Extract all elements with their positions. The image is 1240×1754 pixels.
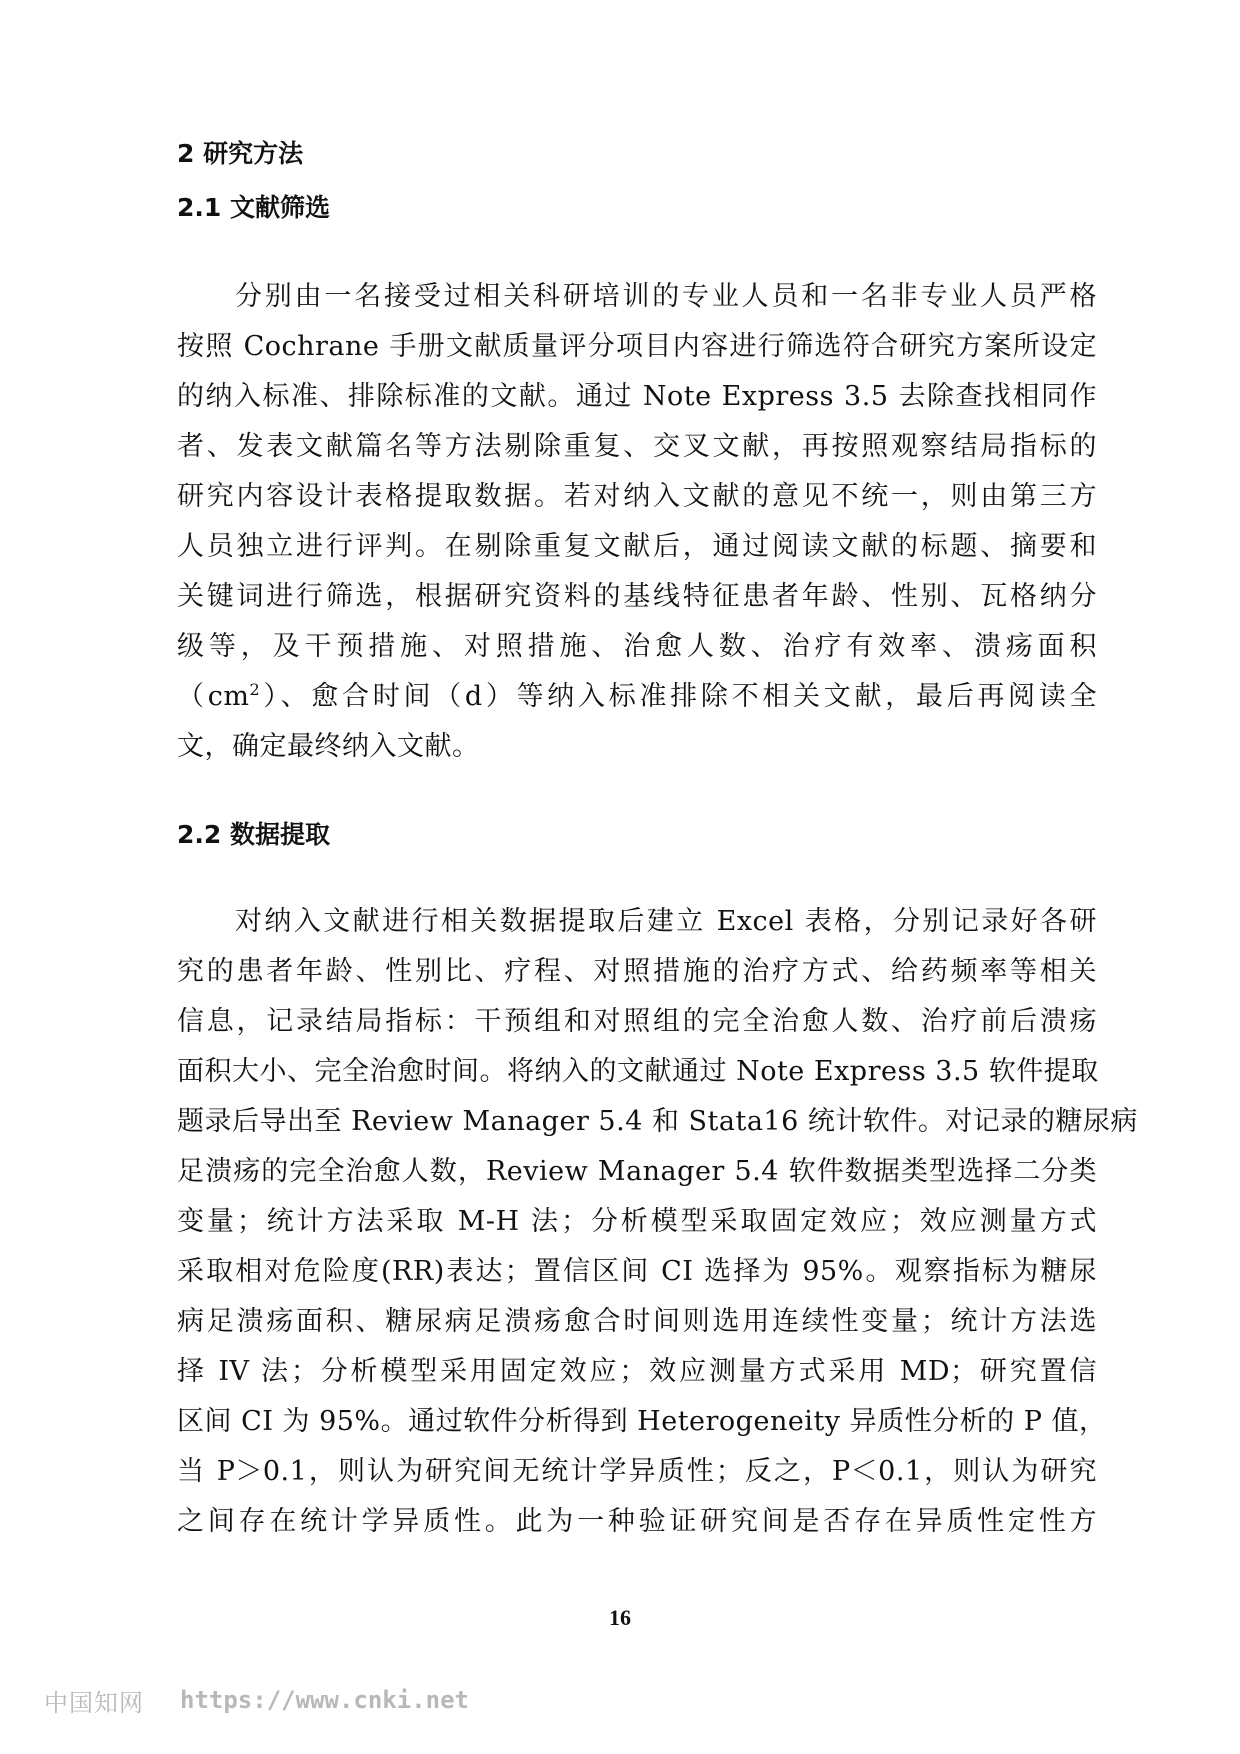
watermark — [44, 1685, 469, 1715]
text-line: 择 IV 法；分析模型采用固定效应；效应测量方式采用 MD；研究置信 — [177, 1356, 1097, 1387]
text-line: 面积大小、完全治愈时间。将纳入的文献通过 Note Express 3.5 软件提取 — [177, 1056, 1099, 1087]
text-line: 分别由一名接受过相关科研培训的专业人员和一名非专业人员严格 — [235, 281, 1097, 312]
text-line: 足溃疡的完全治愈人数，Review Manager 5.4 软件数据类型选择二分类 — [177, 1156, 1097, 1187]
section-heading-methods: 2 研究方法 — [177, 139, 304, 168]
text-line: 之间存在统计学异质性。此为一种验证研究间是否存在异质性定性方 — [177, 1506, 1097, 1537]
text-line: 区间 CI 为 95%。通过软件分析得到 Heterogeneity 异质性分析的 P 值， — [177, 1406, 1107, 1437]
text-line: 人员独立进行评判。在剔除重复文献后，通过阅读文献的标题、摘要和 — [177, 531, 1097, 562]
text-line: 采取相对危险度(RR)表达；置信区间 CI 选择为 95%。观察指标为糖尿 — [177, 1256, 1097, 1287]
text-line: 究的患者年龄、性别比、疗程、对照措施的治疗方式、给药频率等相关 — [177, 956, 1097, 987]
text-line: 变量；统计方法采取 M-H 法；分析模型采取固定效应；效应测量方式 — [177, 1206, 1097, 1237]
watermark-url: https://www.cnki.net — [180, 1686, 469, 1714]
text-fragment: （cm — [177, 681, 250, 712]
text-line: 的纳入标准、排除标准的文献。通过 Note Express 3.5 去除查找相同作 — [177, 381, 1097, 412]
text-line: 关键词进行筛选，根据研究资料的基线特征患者年龄、性别、瓦格纳分 — [177, 581, 1097, 612]
text-line: 者、发表文献篇名等方法剔除重复、交叉文献，再按照观察结局指标的 — [177, 431, 1097, 462]
text-line: 病足溃疡面积、糖尿病足溃疡愈合时间则选用连续性变量；统计方法选 — [177, 1306, 1097, 1337]
superscript: 2 — [249, 680, 261, 699]
text-line: 题录后导出至 Review Manager 5.4 和 Stata16 统计软件。对记录的糖尿病 — [177, 1106, 1138, 1137]
text-line — [177, 672, 1097, 722]
text-line: 对纳入文献进行相关数据提取后建立 Excel 表格，分别记录好各研 — [235, 906, 1097, 937]
text-line: 文，确定最终纳入文献。 — [177, 731, 480, 762]
text-fragment: ）、愈合时间（d）等纳入标准排除不相关文献，最后再阅读全 — [260, 681, 1097, 712]
section-heading-data-extraction: 2.2 数据提取 — [177, 820, 330, 849]
paragraph-data-extraction — [177, 897, 1138, 1547]
text-line: 当 P＞0.1，则认为研究间无统计学异质性；反之，P＜0.1，则认为研究 — [177, 1456, 1097, 1487]
paragraph-literature-screening — [177, 272, 1097, 772]
text-line: 信息，记录结局指标：干预组和对照组的完全治愈人数、治疗前后溃疡 — [177, 1006, 1097, 1037]
text-line: 级等，及干预措施、对照措施、治愈人数、治疗有效率、溃疡面积 — [177, 631, 1097, 662]
text-line: 按照 Cochrane 手册文献质量评分项目内容进行筛选符合研究方案所设定 — [177, 331, 1097, 362]
watermark-brand: 中国知网 — [44, 1688, 144, 1717]
page-number: 16 — [609, 1605, 631, 1630]
section-heading-literature-screening: 2.1 文献筛选 — [177, 193, 330, 222]
text-line: 研究内容设计表格提取数据。若对纳入文献的意见不统一，则由第三方 — [177, 481, 1097, 512]
